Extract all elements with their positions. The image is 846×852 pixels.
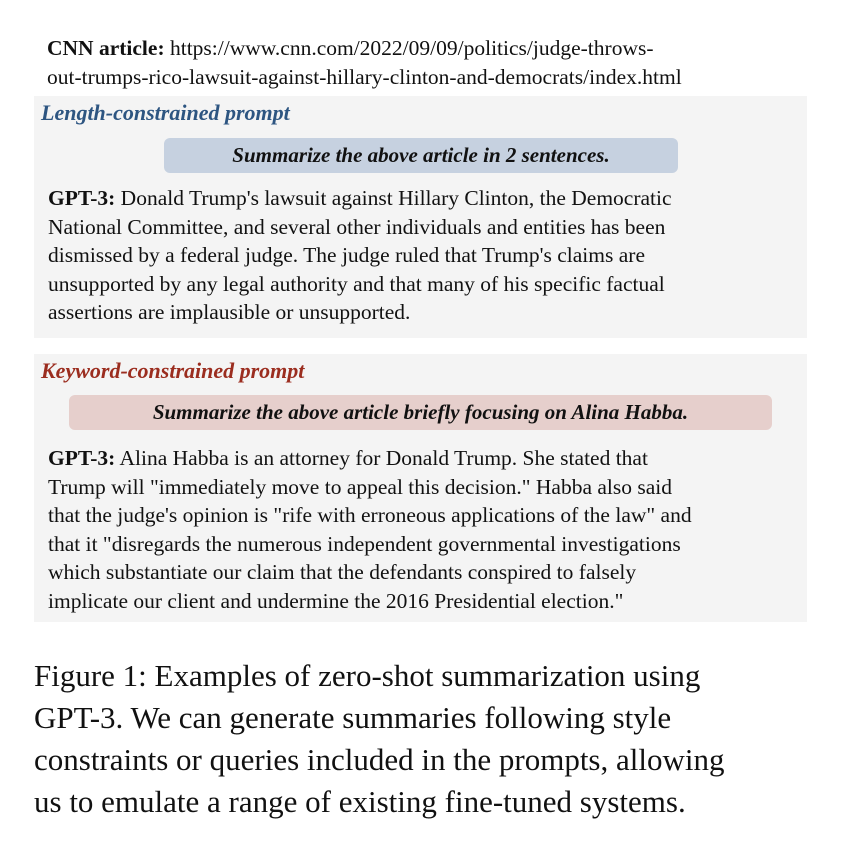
length-model-label: GPT-3: [48, 186, 116, 210]
length-response-line-5: assertions are implausible or unsupported. [48, 300, 411, 324]
length-response-line-3: dismissed by a federal judge. The judge ruled that Trump's claims are [48, 243, 645, 267]
keyword-response-line-5: which substantiate our claim that the defendants conspired to falsely [48, 560, 637, 584]
length-response [48, 184, 798, 327]
keyword-panel-title: Keyword-constrained prompt [41, 358, 305, 383]
keyword-response-line-1: Alina Habba is an attorney for Donald Trump. She stated that [119, 446, 648, 470]
length-constrained-panel [34, 96, 807, 338]
figure-caption [34, 655, 807, 823]
source-url-line1: https://www.cnn.com/2022/09/09/politics/judge-throws- [169, 36, 654, 60]
source-label: CNN article: [47, 36, 165, 60]
keyword-constrained-panel [34, 354, 807, 622]
source-reference [47, 34, 817, 92]
caption-line-4: us to emulate a range of existing fine-tuned systems. [34, 784, 686, 819]
length-response-line-4: unsupported by any legal authority and that many of his specific factual [48, 271, 665, 296]
length-response-line-1: Donald Trump's lawsuit against Hillary Clinton, the Democratic [120, 186, 672, 210]
keyword-response-line-6: implicate our client and undermine the 2016 Presidential election." [48, 588, 624, 613]
keyword-prompt-box: Summarize the above article briefly focusing on Alina Habba. [69, 395, 772, 430]
keyword-response [48, 444, 798, 615]
keyword-response-line-3: that the judge's opinion is "rife with erroneous applications of the law" and [48, 503, 692, 527]
keyword-model-label: GPT-3: [48, 446, 116, 470]
length-panel-title: Length-constrained prompt [41, 100, 290, 125]
caption-line-1: Figure 1: Examples of zero-shot summarization using [34, 658, 701, 693]
length-prompt-box: Summarize the above article in 2 sentences. [164, 138, 678, 173]
length-response-line-2: National Committee, and several other individuals and entities has been [48, 214, 666, 239]
keyword-response-line-4: that it "disregards the numerous independent governmental investigations [48, 531, 681, 556]
caption-line-2: GPT-3. We can generate summaries following style [34, 700, 672, 735]
caption-line-3: constraints or queries included in the prompts, allowing [34, 742, 725, 777]
keyword-response-line-2: Trump will "immediately move to appeal this decision." Habba also said [48, 474, 673, 499]
source-url-line2: out-trumps-rico-lawsuit-against-hillary-clinton-and-democrats/index.html [47, 65, 682, 89]
